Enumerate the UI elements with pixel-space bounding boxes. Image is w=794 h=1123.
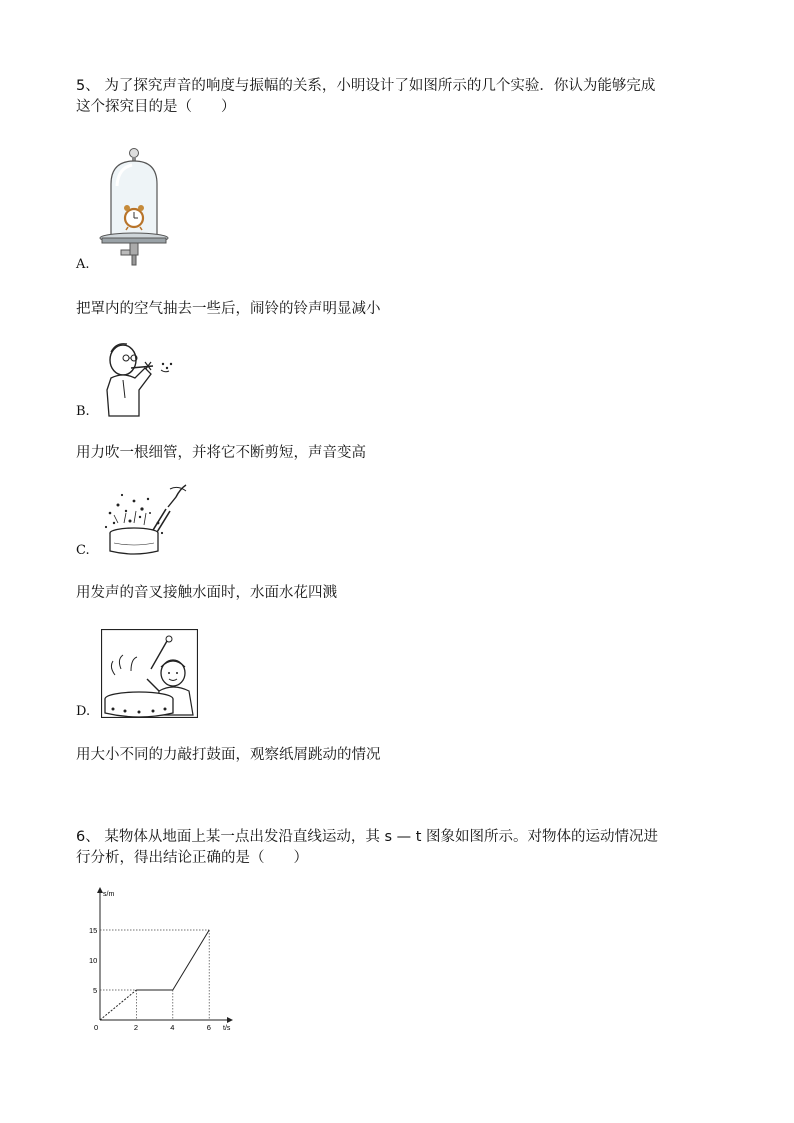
q5-stem-line2: 这个探究目的是（ ） xyxy=(76,99,236,115)
x-axis-label: t/s xyxy=(223,1025,231,1032)
option-b-text: 用力吹一根细管，并将它不断剪短，声音变高 xyxy=(76,445,366,461)
q5-number: 5、 xyxy=(76,78,100,94)
q5-stem-line1 xyxy=(76,76,655,97)
option-d-text: 用大小不同的力敲打鼓面，观察纸屑跳动的情况 xyxy=(76,747,381,763)
q6-stem-line1 xyxy=(76,827,658,848)
option-d-letter: D. xyxy=(76,704,91,719)
q6-number: 6、 xyxy=(76,829,100,845)
y-tick-label: 10 xyxy=(89,956,98,965)
option-a-letter: A. xyxy=(76,257,90,272)
option-b-letter: B. xyxy=(76,404,90,419)
man-blowing-straw-image xyxy=(101,338,181,418)
x-tick-label: 2 xyxy=(133,1023,139,1032)
y-axis-label: s/m xyxy=(103,891,115,898)
man-beating-drum-image xyxy=(101,629,198,718)
st-graph-svg xyxy=(86,884,246,1034)
q5-stem-text: 为了探究声音的响度与振幅的关系，小明设计了如图所示的几个实验．你认为能够完成 xyxy=(104,78,656,94)
tuning-fork-water-image xyxy=(100,483,190,558)
option-c-text: 用发声的音叉接触水面时，水面水花四溅 xyxy=(76,585,337,601)
st-graph xyxy=(86,884,246,1034)
series-segment xyxy=(100,990,136,1020)
x-tick-label: 0 xyxy=(94,1023,99,1032)
y-tick-label: 5 xyxy=(93,986,98,995)
x-tick-label: 4 xyxy=(170,1023,175,1032)
option-a-text: 把罩内的空气抽去一些后，闹铃的铃声明显减小 xyxy=(76,301,381,317)
q6-stem-line2: 行分析，得出结论正确的是（ ） xyxy=(76,850,308,866)
option-c-letter: C. xyxy=(76,543,90,558)
q6-stem-text: 某物体从地面上某一点出发沿直线运动，其 s — t 图象如图所示。对物体的运动情况进 xyxy=(104,829,659,845)
y-tick-label: 15 xyxy=(89,926,98,935)
x-tick-label: 6 xyxy=(206,1023,211,1032)
bell-jar-alarm-clock-image xyxy=(97,146,172,271)
series-segment xyxy=(173,930,209,990)
